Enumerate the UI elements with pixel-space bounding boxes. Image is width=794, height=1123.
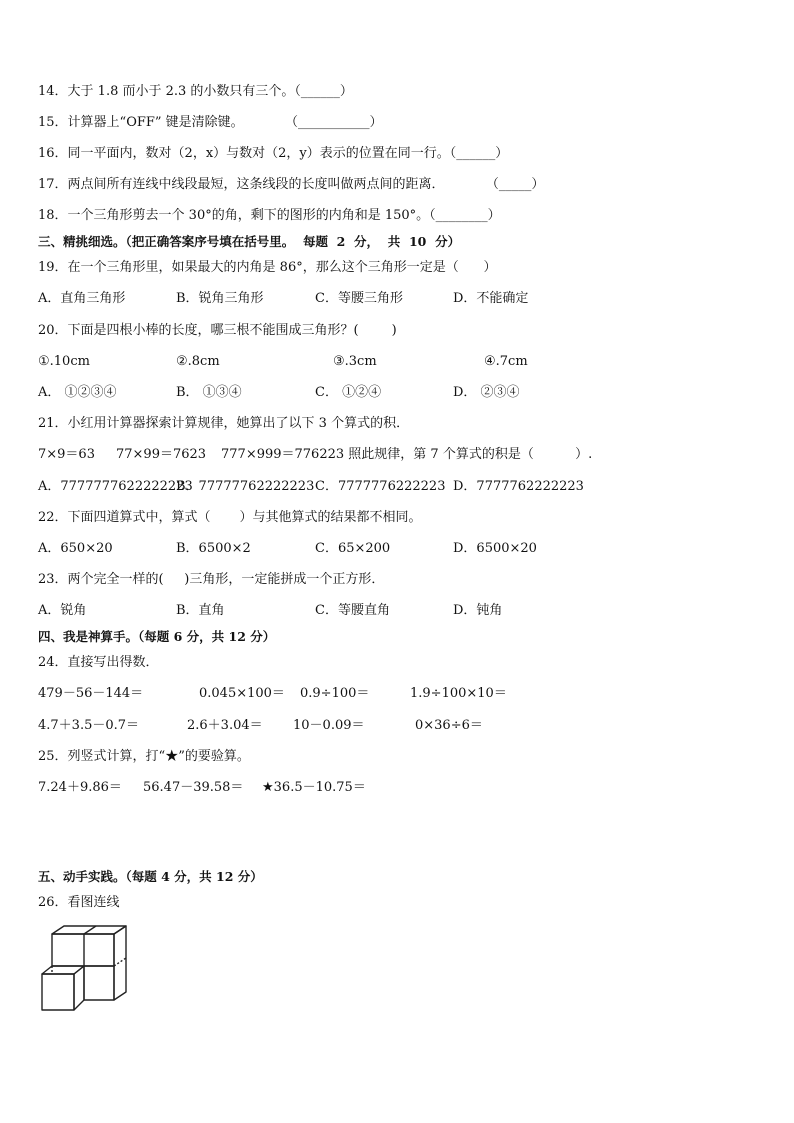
q22-option-b: B．6500×2 [176, 541, 251, 556]
q19-option-c: C．等腰三角形 [315, 291, 403, 306]
q25-item-3: ★36.5－10.75＝ [262, 780, 366, 795]
q17-statement: 17．两点间所有连线中线段最短，这条线段的长度叫做两点间的距离． （_____） [38, 177, 545, 192]
section4-heading: 四、我是神算手。（每题 6 分，共 12 分） [38, 629, 276, 644]
q21-pattern-1: 7×9＝63 [38, 447, 95, 462]
q19-option-b: B．锐角三角形 [176, 291, 264, 306]
q24-row1-item-2: 0.045×100＝ [199, 686, 285, 701]
section3-heading: 三、精挑细选。（把正确答案序号填在括号里。 每题 2 分， 共 10 分） [38, 234, 461, 249]
q24-row2-item-2: 2.6＋3.04＝ [187, 718, 263, 733]
q24-stem: 24．直接写出得数． [38, 655, 159, 670]
q21-stem: 21．小红用计算器探索计算规律，她算出了以下 3 个算式的积． [38, 416, 410, 431]
q25-item-2: 56.47－39.58＝ [143, 780, 244, 795]
q20-option-a: A． ①②③④ [38, 385, 117, 400]
q19-stem: 19．在一个三角形里，如果最大的内角是 86°，那么这个三角形一定是（ ） [38, 260, 497, 275]
q19-option-a: A．直角三角形 [38, 291, 126, 306]
q21-option-a: A．7777777622222223 [38, 479, 193, 494]
q18-statement: 18．一个三角形剪去一个 30°的角，剩下的图形的内角和是 150°。（________） [38, 208, 501, 223]
section5-heading: 五、动手实践。（每题 4 分，共 12 分） [38, 869, 263, 884]
q23-stem: 23．两个完全一样的( )三角形，一定能拼成一个正方形． [38, 572, 385, 587]
q21-option-d: D．7777762222223 [453, 479, 584, 494]
q26-stem: 26．看图连线 [38, 895, 120, 910]
q22-stem: 22．下面四道算式中，算式（ ）与其他算式的结果都不相同。 [38, 510, 422, 525]
q24-row1-item-4: 1.9÷100×10＝ [410, 686, 507, 701]
q14-statement: 14．大于 1.8 而小于 2.3 的小数只有三个。（______） [38, 84, 353, 99]
q20-option-d: D． ②③④ [453, 385, 520, 400]
q20-option-b: B． ①③④ [176, 385, 242, 400]
q19-option-d: D．不能确定 [453, 291, 529, 306]
q25-item-1: 7.24＋9.86＝ [38, 780, 122, 795]
q20-option-c: C． ①②④ [315, 385, 382, 400]
q16-statement: 16．同一平面内，数对（2，x）与数对（2，y）表示的位置在同一行。（______） [38, 146, 509, 161]
q22-option-d: D．6500×20 [453, 541, 537, 556]
q24-row2-item-4: 0×36÷6＝ [415, 718, 483, 733]
q23-option-d: D．钝角 [453, 603, 503, 618]
q24-row2-item-3: 10－0.09＝ [293, 718, 365, 733]
q21-option-c: C．7777776222223 [315, 479, 446, 494]
q21-pattern-3: 777×999＝776223 照此规律，第 7 个算式的积是（ ）. [221, 447, 593, 462]
q25-stem: 25．列竖式计算，打“★”的要验算。 [38, 749, 250, 764]
q23-option-a: A．锐角 [38, 603, 87, 618]
q20-stick-4: ④.7cm [484, 354, 528, 369]
q24-row2-item-1: 4.7＋3.5－0.7＝ [38, 718, 140, 733]
q20-stick-1: ①.10cm [38, 354, 90, 369]
q23-option-b: B．直角 [176, 603, 225, 618]
q22-option-c: C．65×200 [315, 541, 391, 556]
q21-option-b: B．77777762222223 [176, 479, 315, 494]
q20-stick-3: ③.3cm [333, 354, 377, 369]
q20-stick-2: ②.8cm [176, 354, 220, 369]
q20-stem: 20．下面是四根小棒的长度，哪三根不能围成三角形？( ) [38, 323, 397, 338]
cube-stack-figure [38, 920, 134, 1020]
q22-option-a: A．650×20 [38, 541, 113, 556]
q24-row1-item-1: 479－56－144＝ [38, 686, 144, 701]
q23-option-c: C．等腰直角 [315, 603, 390, 618]
q24-row1-item-3: 0.9÷100＝ [300, 686, 370, 701]
q15-statement: 15．计算器上“OFF” 键是清除键。 （___________） [38, 115, 383, 130]
q21-pattern-2: 77×99＝7623 [116, 447, 207, 462]
